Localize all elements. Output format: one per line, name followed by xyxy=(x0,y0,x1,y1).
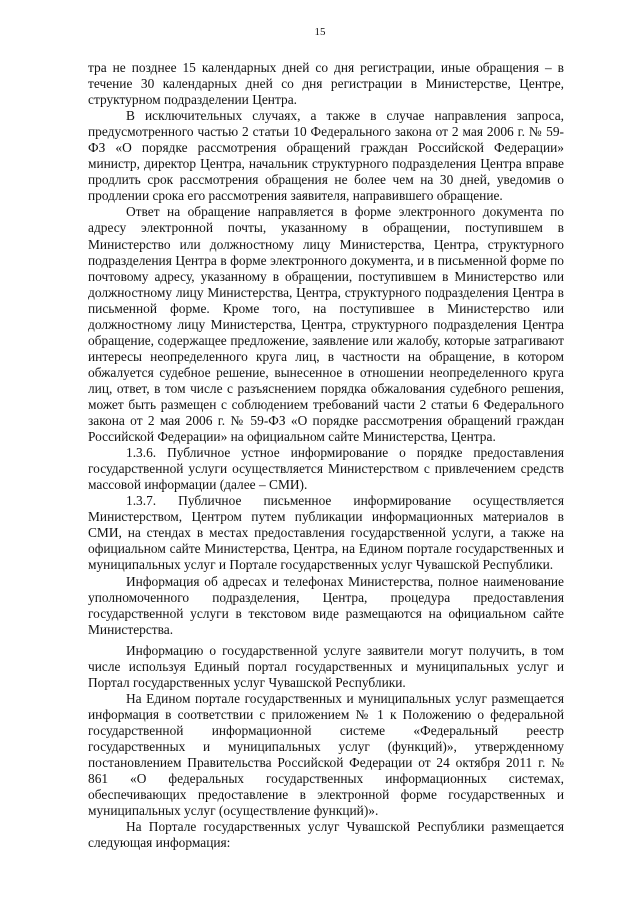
paragraph-contacts-info: Информация об адресах и телефонах Министерства, полное наименование уполномоченного подразделения, Центра, процедура предоставления государственной услуги в текстовом виде размещаются на официальном сайте Министерства. xyxy=(88,573,564,637)
paragraph-response-form: Ответ на обращение направляется в форме электронного документа по адресу электронной почты, указанному в обращении, поступившем в Министерство или должностному лицу Министерства, Центра, структурного подразделения Центра в форме электронного документа, и в письменной форме по почтовому адресу, указанному в обращении, поступившем в Министерство или должностному лицу Министерства, Центра, структурного подразделения Центра в письменной форме. Кроме того, на поступившее в Министерство или должностному лицу Министерства, Центра, структурного подразделения Центра обращение, содержащее предложение, заявление или жалобу, которые затрагивают интересы неопределенного круга лиц, в частности на обращение, в котором обжалуется судебное решение, вынесенное в отношении неопределенного круга лиц, ответ, в том числе с разъяснением порядка обжалования судебного решения, может быть размещен с соблюдением требований части 2 статьи 6 Федерального закона от 2 мая 2006 г. № 59-ФЗ «О порядке рассмотрения обращений граждан Российской Федерации» на официальном сайте Министерства, Центра. xyxy=(88,204,564,445)
document-body xyxy=(88,60,564,851)
paragraph-written-informing: 1.3.7. Публичное письменное информирование осуществляется Министерством, Центром путем публикации информационных материалов в СМИ, на стендах в местах предоставления государственной услуги, а также на официальном сайте Министерства, Центра, на Едином портале государственных и муниципальных услуг и Портале государственных услуг Чувашской Республики. xyxy=(88,493,564,573)
paragraph-continuation: тра не позднее 15 календарных дней со дня регистрации, иные обращения – в течение 30 календарных дней со дня регистрации в Министерстве, Центре, структурном подразделении Центра. xyxy=(88,60,564,108)
paragraph-unified-portal: На Едином портале государственных и муниципальных услуг размещается информация в соответствии с приложением № 1 к Положению о федеральной государственной информационной системе «Федеральный реестр государственных и муниципальных услуг (функций)», утвержденному постановлением Правительства Российской Федерации от 24 октября 2011 г. № 861 «О федеральных государственных информационных системах, обеспечивающих предоставление в электронной форме государственных и муниципальных услуг (осуществление функций)». xyxy=(88,690,564,819)
paragraph-oral-informing: 1.3.6. Публичное устное информирование о порядке предоставления государственной услуги осуществляется Министерством с привлечением средств массовой информации (далее – СМИ). xyxy=(88,445,564,493)
paragraph-regional-portal: На Портале государственных услуг Чувашской Республики размещается следующая информация: xyxy=(88,819,564,851)
paragraph-portal-access: Информацию о государственной услуге заявители могут получить, в том числе используя Единый портал государственных и муниципальных услуг и Портал государственных услуг Чувашской Республики. xyxy=(88,642,564,690)
paragraph-extension-of-review: В исключительных случаях, а также в случае направления запроса, предусмотренного частью 2 статьи 10 Федерального закона от 2 мая 2006 г. № 59-ФЗ «О порядке рассмотрения обращений граждан Российской Федерации» министр, директор Центра, начальник структурного подразделения Центра вправе продлить срок рассмотрения обращения не более чем на 30 дней, уведомив о продлении срока его рассмотрения заявителя, направившего обращение. xyxy=(88,108,564,204)
page-number: 15 xyxy=(314,26,326,38)
